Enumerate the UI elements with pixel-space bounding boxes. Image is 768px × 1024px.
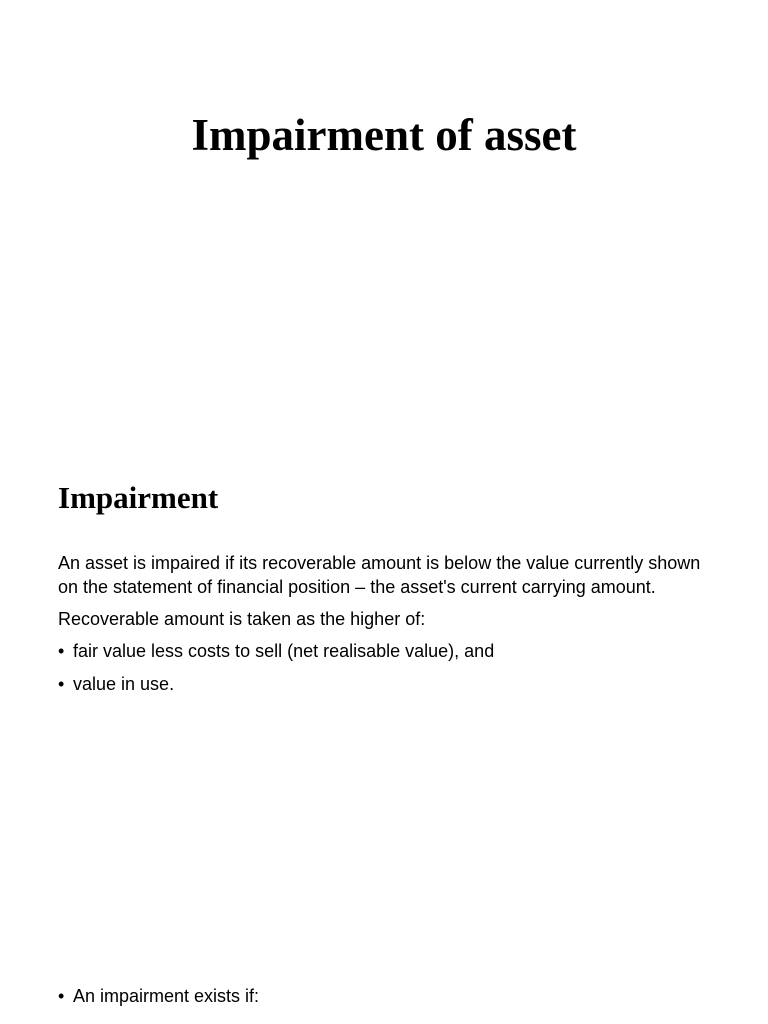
impairment-exists-bullet [58,984,259,1008]
slide-title: Impairment of asset [191,110,577,160]
bullet-icon: • [58,641,65,661]
impairment-exists-text: An impairment exists if: [73,986,260,1006]
impairment-definition-text: An asset is impaired if its recoverable amount is below the value currently shown on the statement of financial position – the asset's current carrying amount. [58,553,701,597]
recoverable-amount-list [58,639,718,696]
bullet-icon: • [58,986,65,1006]
impairment-body [58,551,718,705]
list-item [58,639,718,663]
bullet-icon: • [58,674,65,694]
list-item-text: value in use. [73,674,175,694]
section-heading-impairment: Impairment [58,480,219,515]
recoverable-amount-text: Recoverable amount is taken as the higher of: [58,609,426,629]
list-item-text: fair value less costs to sell (net realisable value), and [73,641,495,661]
list-item [58,672,718,696]
